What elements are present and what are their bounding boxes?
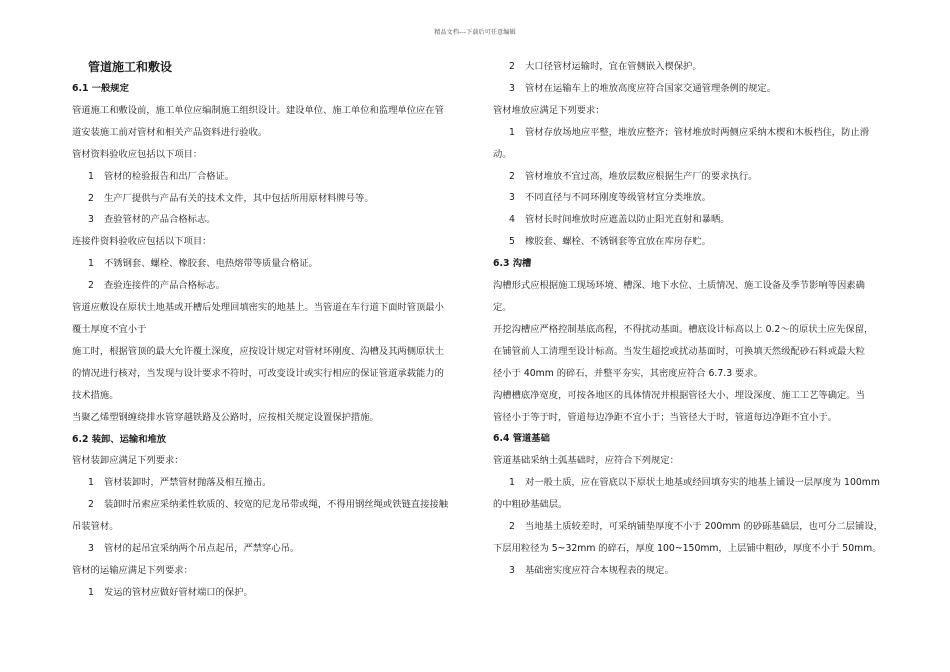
paragraph: 施工时，根据管顶的最大允许覆土深度，应按设计规定对管材环刚度、沟槽及其两侧原状土 [72, 345, 444, 357]
section-6-2-heading: 6.2 装卸、运输和堆放 [72, 433, 167, 445]
list-item: 2 当地基土质较差时，可采纳铺垫厚度不小于 200mm 的砂砾基础层，也可分二层铺设， [509, 521, 883, 533]
list-item: 1 发运的管材应做好管材端口的保护。 [88, 586, 253, 598]
paragraph: 沟槽形式应根据施工现场环境、槽深、地下水位、土质情况、施工设备及季节影响等因素确 [493, 280, 865, 292]
list-item: 5 橡胶套、螺栓、不锈钢套等宜放在库房存贮。 [509, 236, 711, 248]
paragraph: 下层用粒径为 5~32mm 的碎石，厚度 100~150mm，上层铺中粗砂，厚度不小于 50mm。 [493, 542, 882, 554]
list-item: 1 管材存放场地应平整，堆放应整齐；管材堆放时两侧应采纳木楔和木板档住，防止滑 [509, 126, 869, 138]
paragraph: 吊装管材。 [72, 521, 119, 533]
list-item: 4 管材长时间堆放时应遮盖以防止阳光直射和暴晒。 [509, 214, 730, 226]
paragraph: 管材装卸应满足下列要求： [72, 455, 184, 467]
paragraph: 管材资料验收应包括以下项目： [72, 148, 203, 160]
section-6-1-heading: 6.1 一般规定 [72, 83, 129, 94]
list-item: 2 大口径管材运输时，宜在管侧嵌入楔保护。 [509, 61, 702, 72]
paragraph: 定。 [493, 301, 512, 313]
paragraph: 覆土厚度不宜小于 [72, 323, 147, 335]
paragraph: 沟槽槽底净宽度，可按各地区的具体情况并根据管径大小、埋设深度、施工工艺等确定。当 [493, 389, 865, 401]
list-item: 2 装卸时吊索应采纳柔性软质的、较宽的尼龙吊带或绳，不得用钢丝绳或铁链直接接触 [88, 499, 448, 511]
paragraph: 当聚乙烯塑钢缠绕排水管穿越铁路及公路时，应按相关规定设置保护措施。 [72, 411, 379, 423]
paragraph: 的中粗砂基础层。 [493, 499, 568, 511]
list-item: 1 管材装卸时，严禁管材抛落及相互撞击。 [88, 477, 272, 489]
doc-title: 管道施工和敷设 [88, 60, 173, 74]
right-column [493, 56, 883, 582]
paragraph: 道安装施工前对管材和相关产品资料进行验收。 [72, 126, 268, 138]
paragraph: 动。 [493, 148, 512, 160]
left-column [72, 56, 460, 604]
list-item: 2 管材堆放不宜过高，堆放层数应根据生产厂的要求执行。 [509, 170, 758, 182]
list-item: 1 不锈钢套、螺栓、橡胶套、电热熔带等质量合格证。 [88, 258, 318, 270]
list-item: 3 管材的起吊宜采纳两个吊点起吊，严禁穿心吊。 [88, 543, 300, 555]
list-item: 1 对一般土质，应在管底以下原状土地基或经回填夯实的地基上铺设一层厚度为 100mm [509, 477, 880, 489]
list-item: 3 管材在运输车上的堆放高度应符合国家交通管理条例的规定。 [509, 82, 777, 94]
paragraph: 开挖沟槽应严格控制基底高程，不得扰动基面。槽底设计标高以上 0.2～的原状土应先保留， [493, 323, 874, 335]
paragraph: 管径小于等于时，管道每边净距不宜小于；当管径大于时，管道每边净距不宜小于。 [493, 411, 837, 423]
paragraph: 管材堆放应满足下列要求： [493, 104, 605, 116]
paragraph: 管道施工和敷设前，施工单位应编制施工组织设计。建设单位、施工单位和监理单位应在管 [72, 104, 444, 116]
list-item: 2 查验连接件的产品合格标志。 [88, 280, 225, 292]
paragraph: 技术措施。 [72, 389, 119, 401]
list-item: 2 生产厂提供与产品有关的技术文件，其中包括所用原材料牌号等。 [88, 192, 374, 204]
section-6-4-heading: 6.4 管道基础 [493, 433, 550, 445]
list-item: 1 管材的检验报告和出厂合格证。 [88, 170, 235, 182]
list-item: 3 查验管材的产品合格标志。 [88, 214, 216, 226]
list-item: 3 不同直径与不同环刚度等级管材宜分类堆放。 [509, 192, 711, 204]
section-6-3-heading: 6.3 沟槽 [493, 258, 532, 270]
paragraph: 管道应敷设在原状土地基或开槽后处理回填密实的地基上。当管道在车行道下面时管顶最小 [72, 302, 444, 314]
paragraph: 在铺管前人工清理至设计标高。当发生超挖或扰动基面时，可换填天然级配砂石料或最大粒 [493, 345, 865, 357]
paragraph: 径小于 40mm 的碎石，并整平夯实，其密度应符合 6.7.3 要求。 [493, 367, 763, 379]
paragraph: 管材的运输应满足下列要求： [72, 564, 193, 576]
paragraph: 连接件资料验收应包括以下项目： [72, 236, 212, 248]
list-item: 3 基础密实度应符合本规程表的规定。 [509, 564, 674, 576]
header-note: 精品文档---下载后可任意编辑 [434, 29, 516, 36]
paragraph: 管道基础采纳土弧基础时，应符合下列规定： [493, 455, 679, 467]
paragraph: 的情况进行核对，当发现与设计要求不符时，可改变设计或实行相应的保证管道承载能力的 [72, 367, 444, 379]
